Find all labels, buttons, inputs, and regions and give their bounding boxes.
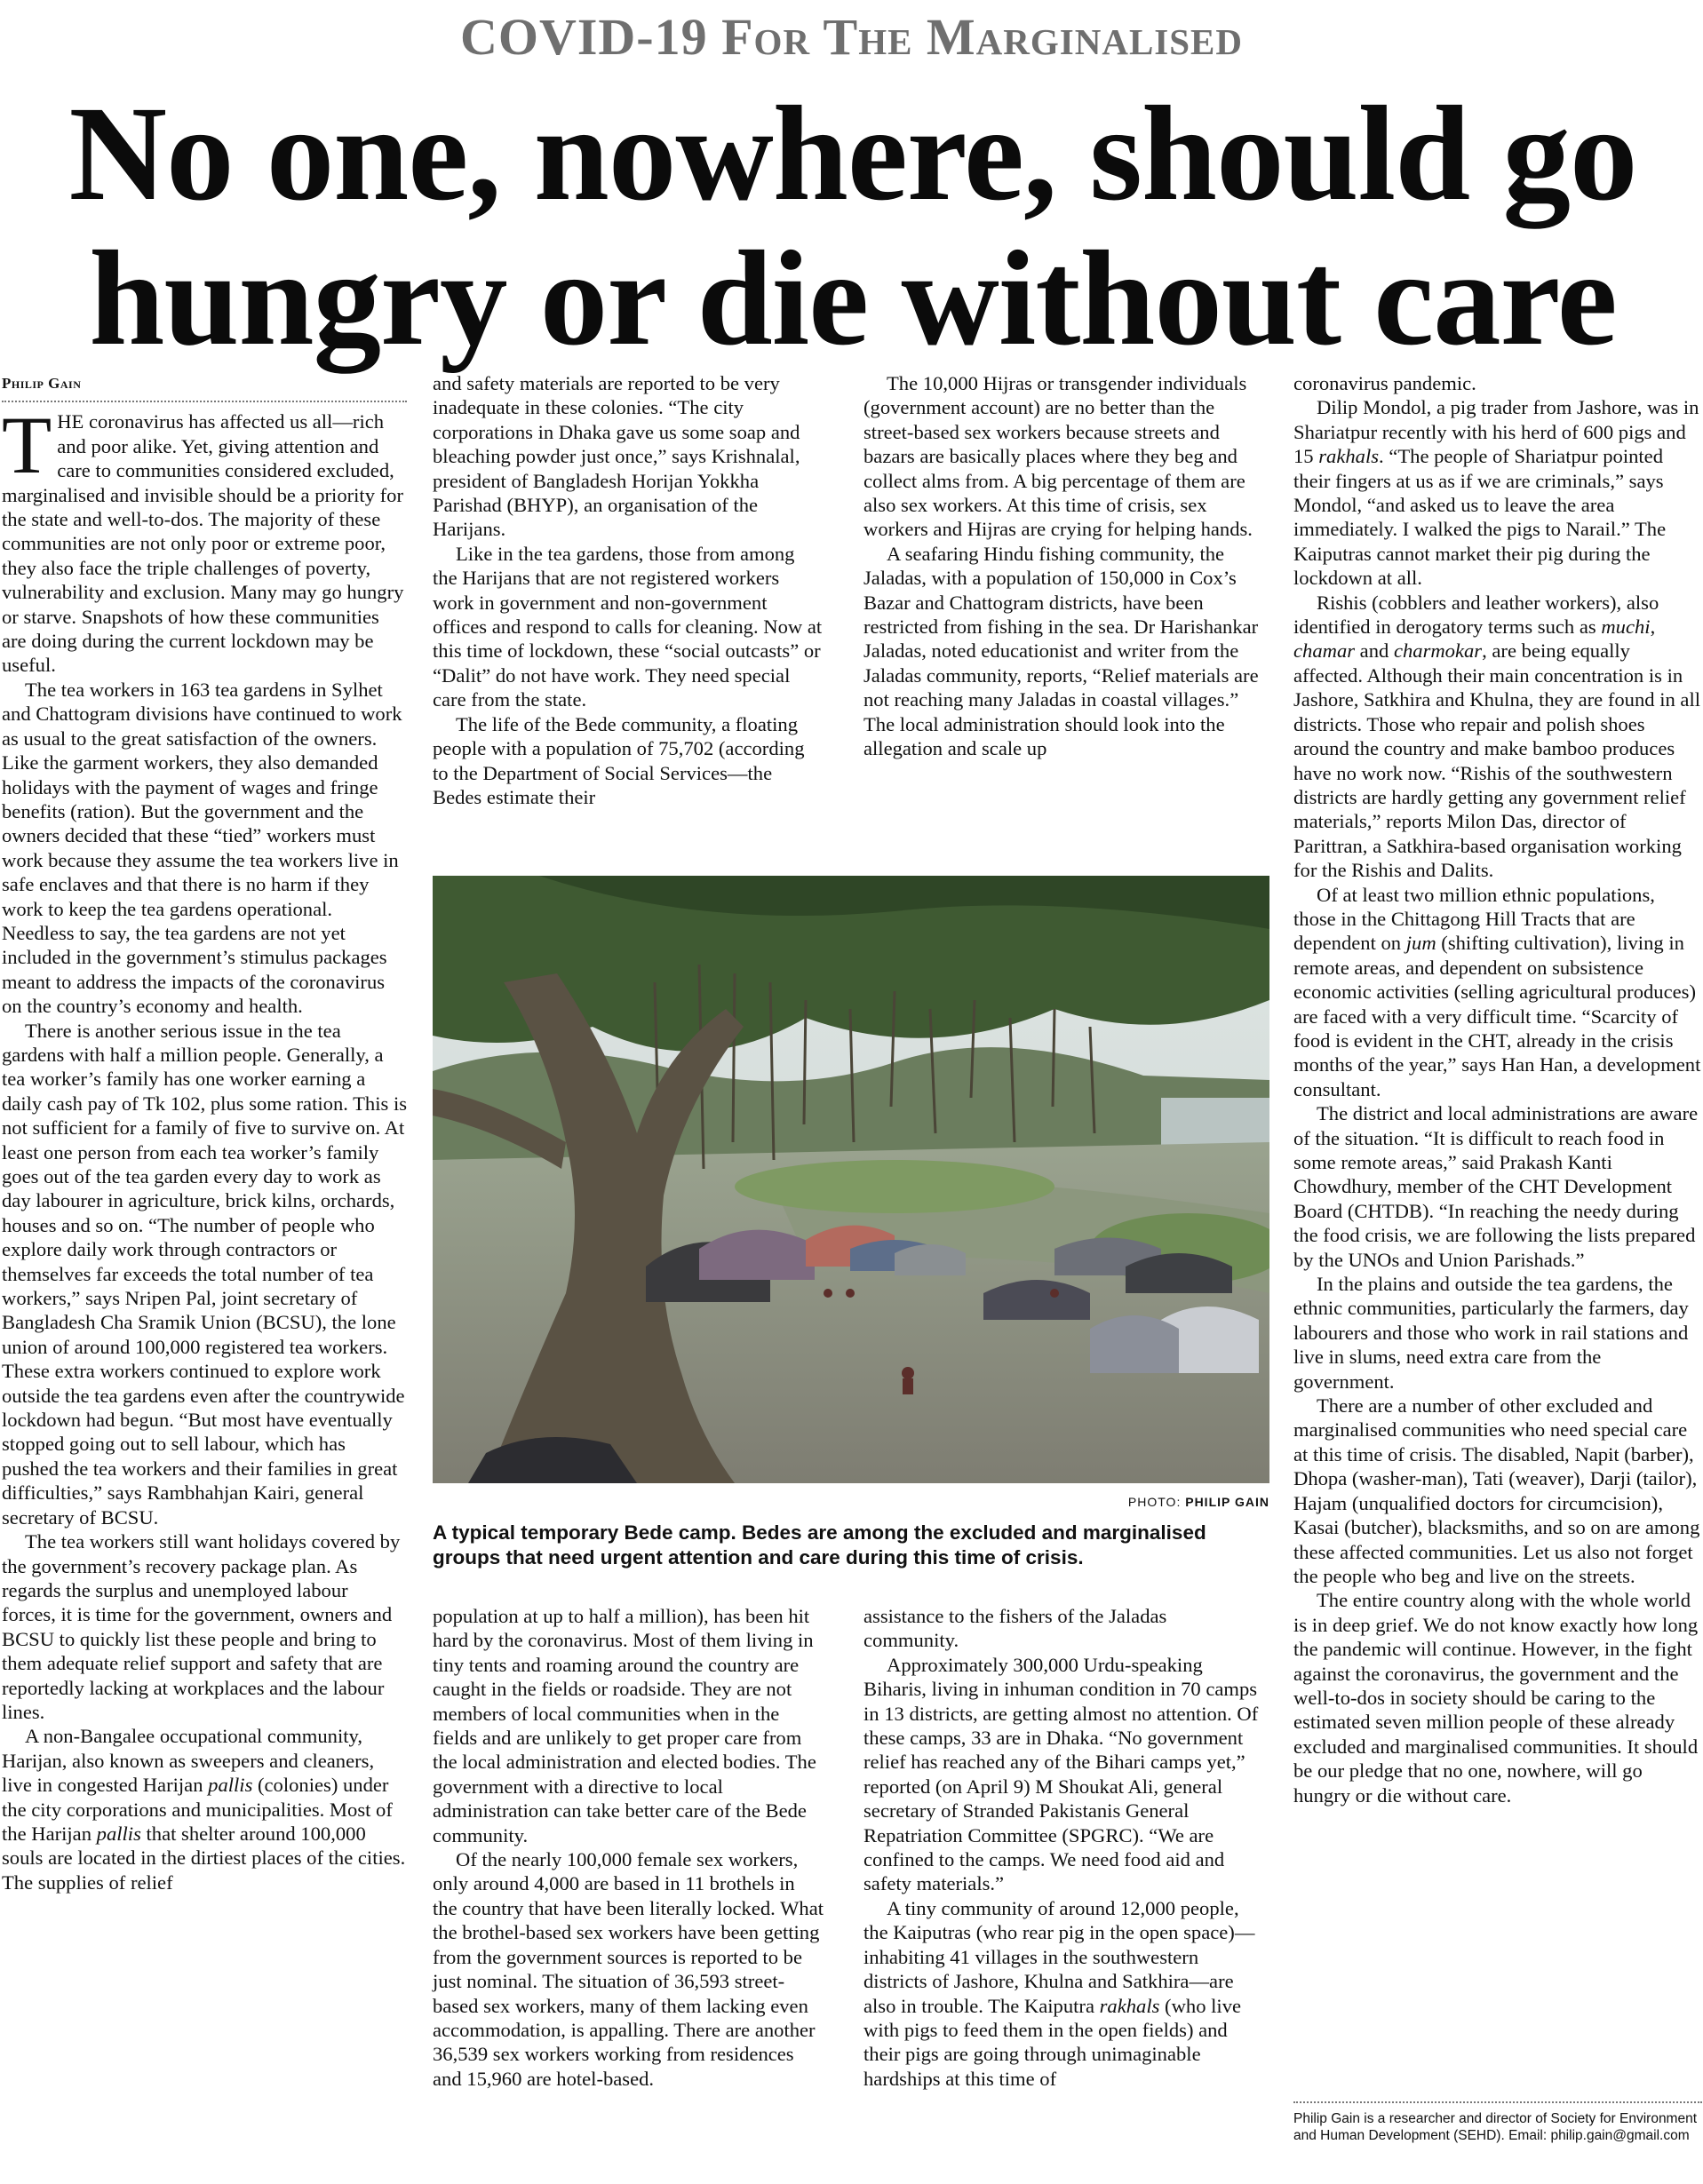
paragraph: coronavirus pandemic. xyxy=(1293,372,1476,394)
paragraph: A seafaring Hindu fishing community, the Jaladas, with a population of 150,000 in Cox’s Bazar and Chattogram districts, have been restricted from fishing in the sea. Dr Harishankar Jaladas, noted educationist and writer from the Jaladas community, reports, “Relief materials are not reaching many Jaladas in coastal villages.” The local administration should look into the allegation and scale up xyxy=(863,542,1259,760)
headline xyxy=(18,79,1688,374)
headline-line-1: No one, nowhere, should go xyxy=(68,79,1637,229)
paragraph: Dilip Mondol, a pig trader from Jashore, was in Shariatpur recently with his herd of 600 pigs and 15 rakhals. “The people of Shariatpur pointed their fingers at us as if we are criminals,” says Mondol, “and asked us to leave the area immediately. I walked the pigs to Narail.” The Kaiputras cannot market their pig during the lockdown at all. xyxy=(1293,396,1699,590)
paragraph: The life of the Bede community, a floating people with a population of 75,702 (according to the Department of Social Services—the Bedes estimate their xyxy=(433,712,805,808)
paragraph: There is another serious issue in the tea gardens with half a million people. Generally, a tea worker’s family has one worker earning a daily cash pay of Tk 102, plus some ration. This is not sufficient for a family of five to survive on. At least one person from each tea worker’s family goes out of the tea garden every day to work as day labourer in agriculture, brick kilns, orchards, houses and so on. “The number of people who explore daily work through contractors or themselves far exceeds the total number of tea workers,” says Nripen Pal, joint secretary of Bangladesh Cha Sramik Union (BCSU), the lone union of around 100,000 registered tea workers. These extra workers continued to explore work outside the tea gardens even after the countrywide lockdown had begun. “But most have eventually stopped going out to sell labour, which has pushed the tea workers and their families in great difficulties,” says Rambhahjan Kairi, general secretary of BCSU. xyxy=(2,1019,408,1529)
column-4 xyxy=(1293,371,1702,1807)
paragraph: and safety materials are reported to be very inadequate in these colonies. “The city corporations in Dhaka gave us some soap and bleaching powder just once,” says Krishnalal, president of Bangladesh Horijan Yokkha Parishad (BHYP), an organisation of the Harijans. xyxy=(433,372,800,541)
paragraph: In the plains and outside the tea gardens, the ethnic communities, particularly the farmers, day labourers and those who work in rail stations and live in slums, need extra care from the government. xyxy=(1293,1273,1689,1393)
paragraph: The tea workers in 163 tea gardens in Sylhet and Chattogram divisions have continued to work as usual to the great satisfaction of the owners. Like the garment workers, they also demanded holidays with the payment of wages and fringe benefits (ration). But the government and the owners decided that these “tied” workers must work because they assume the tea workers live in safe enclaves and that there is no harm if they work to keep the tea gardens operational. Needless to say, the tea gardens are not yet included in the government’s stimulus packages meant to address the impacts of the coronavirus on the country’s economy and health. xyxy=(2,678,402,1018)
paragraph: A non-Bangalee occupational community, Harijan, also known as sweepers and cleaners, live in congested Harijan pallis (colonies) under the city corporations and municipalities. Most of the Harijan pallis that shelter around 100,000 souls are located in the dirtiest places of the cities. The supplies of relief xyxy=(2,1725,406,1894)
paragraph: Like in the tea gardens, those from among the Harijans that are not registered workers work in government and non-government offices and respond to calls for cleaning. Now at this time of lockdown, these “social outcasts” or “Dalit” do not have work. They need special care from the state. xyxy=(433,542,823,711)
author-tagline: Philip Gain is a researcher and director of Society for Environment and Human Development (SEHD). Email: philip.gain@gmail.com xyxy=(1293,2101,1702,2144)
headline-line-2: hungry or die without care xyxy=(89,224,1617,374)
paragraph: The tea workers still want holidays covered by the government’s recovery package plan. As regards the surplus and unemployed labour forces, it is time for the government, owners and BCSU to quickly list these people and bring to them adequate relief support and safety that are reportedly lacking at workplaces and the labour lines. xyxy=(2,1530,401,1723)
column-3-bottom xyxy=(863,1604,1263,2091)
column-3-top xyxy=(863,371,1263,761)
paragraph: There are a number of other excluded and marginalised communities who need special care at this time of crisis. The disabled, Napit (barber), Dhopa (washer-man), Tati (weaver), Darji (tailor), Hajam (unqualified doctors for circumcision), Kasai (butcher), blacksmiths, and so on are among these affected communities. Let us also not forget the people who beg and live on the streets. xyxy=(1293,1394,1700,1587)
paragraph: population at up to half a million), has been hit hard by the coronavirus. Most of them living in tiny tents and roaming around the country are caught in the fields or roadside. They are not members of local communities when in the fields and are unlikely to get proper care from the local administration and elected bodies. The government with a directive to local administration can take better care of the Bede community. xyxy=(433,1605,816,1846)
paragraph: THE coronavirus has affected us all—rich and poor alike. Yet, giving attention and care to communities considered excluded, marginalised and invisible should be a priority for the state and well-to-dos. The majority of these communities are not only poor or extreme poor, they also face the triple challenges of poverty, vulnerability and exclusion. Many may go hungry or starve. Snapshots of how these communities are doing during the current lockdown may be useful. xyxy=(2,400,404,677)
column-1 xyxy=(2,371,407,1894)
kicker: COVID-19 For The Marginalised xyxy=(459,8,1244,66)
paragraph: Of at least two million ethnic populations, those in the Chittagong Hill Tracts that are dependent on jum (shifting cultivation), living in remote areas, and dependent on subsistence economic activities (selling agricultural produces) are faced with a very difficult time. “Scarcity of food is evident in the CHT, already in the crisis months of the year,” says Han Han, a development consultant. xyxy=(1293,883,1701,1100)
paragraph: The district and local administrations are aware of the situation. “It is difficult to reach food in some remote areas,” said Prakash Kanti Chowdhury, member of the CHT Development Board (CHTDB). “In reaching the needy during the food crisis, we are following the lists prepared by the UNOs and Union Parishads.” xyxy=(1293,1102,1699,1271)
paragraph: Of the nearly 100,000 female sex workers, only around 4,000 are based in 11 brothels in the country that have been literally locked. What the brothel-based sex workers have been getting from the government sources is reported to be just nominal. The situation of 36,593 street-based sex workers, many of them lacking even accommodation, is appalling. There are another 36,539 sex workers working from residences and 15,960 are hotel-based. xyxy=(433,1848,824,2090)
photo-caption: A typical temporary Bede camp. Bedes are among the excluded and marginalised groups that need urgent attention and care during this time of crisis. xyxy=(433,1521,1206,1569)
bede-camp-photo xyxy=(433,876,1269,1483)
paragraph: Rishis (cobblers and leather workers), also identified in derogatory terms such as muchi, chamar and charmokar, are being equally affected. Although their main concentration is in Jashore, Satkhira and Khulna, they are found in all districts. Those who repair and polish shoes around the country and make bamboo produces have no work now. “Rishis of the southwestern districts are hardly getting any government relief materials,” reports Milon Das, director of Parittran, a Satkhira-based organisation working for the Rishis and Dalits. xyxy=(1293,591,1701,882)
photo-credit: PHOTO: PHILIP GAIN xyxy=(1127,1495,1269,1509)
paragraph: A tiny community of around 12,000 people, the Kaiputras (who rear pig in the open space)—inhabiting 41 villages in the southwestern districts of Jashore, Khulna and Satkhira—are also in trouble. The Kaiputra rakhals (who live with pigs to feed them in the open fields) and their pigs are going through unimaginable hardships at this time of xyxy=(863,1896,1255,2090)
paragraph: The entire country along with the whole world is in deep grief. We do not know exactly how long the pandemic will continue. However, in the fight against the coronavirus, the government and the well-to-dos in society should be caring to the estimated seven million people of these already excluded and marginalised communities. It should be our pledge that no one, nowhere, will go hungry or die without care. xyxy=(1293,1589,1699,1807)
paragraph: assistance to the fishers of the Jaladas community. xyxy=(863,1605,1167,1652)
column-2-top xyxy=(433,371,824,809)
paragraph: Approximately 300,000 Urdu-speaking Biharis, living in inhuman condition in 70 camps in 13 districts, are getting almost no attention. Of these camps, 33 are in Dhaka. “No government relief has reached any of the Bihari camps yet,” reported (on April 9) M Shoukat Ali, general secretary of Stranded Pakistanis General Repatriation Committee (SPGRC). “We are confined to the camps. We need food aid and safety materials.” xyxy=(863,1653,1259,1895)
paragraph: The 10,000 Hijras or transgender individuals (government account) are no better than the street-based sex workers because streets and bazars are basically places where they beg and collect alms from. A big percentage of them are also sex workers. At this time of crisis, sex workers and Hijras are crying for helping hands. xyxy=(863,372,1253,541)
byline: Philip Gain xyxy=(2,371,407,402)
drop-cap: T xyxy=(2,400,52,491)
column-2-bottom xyxy=(433,1604,824,2091)
